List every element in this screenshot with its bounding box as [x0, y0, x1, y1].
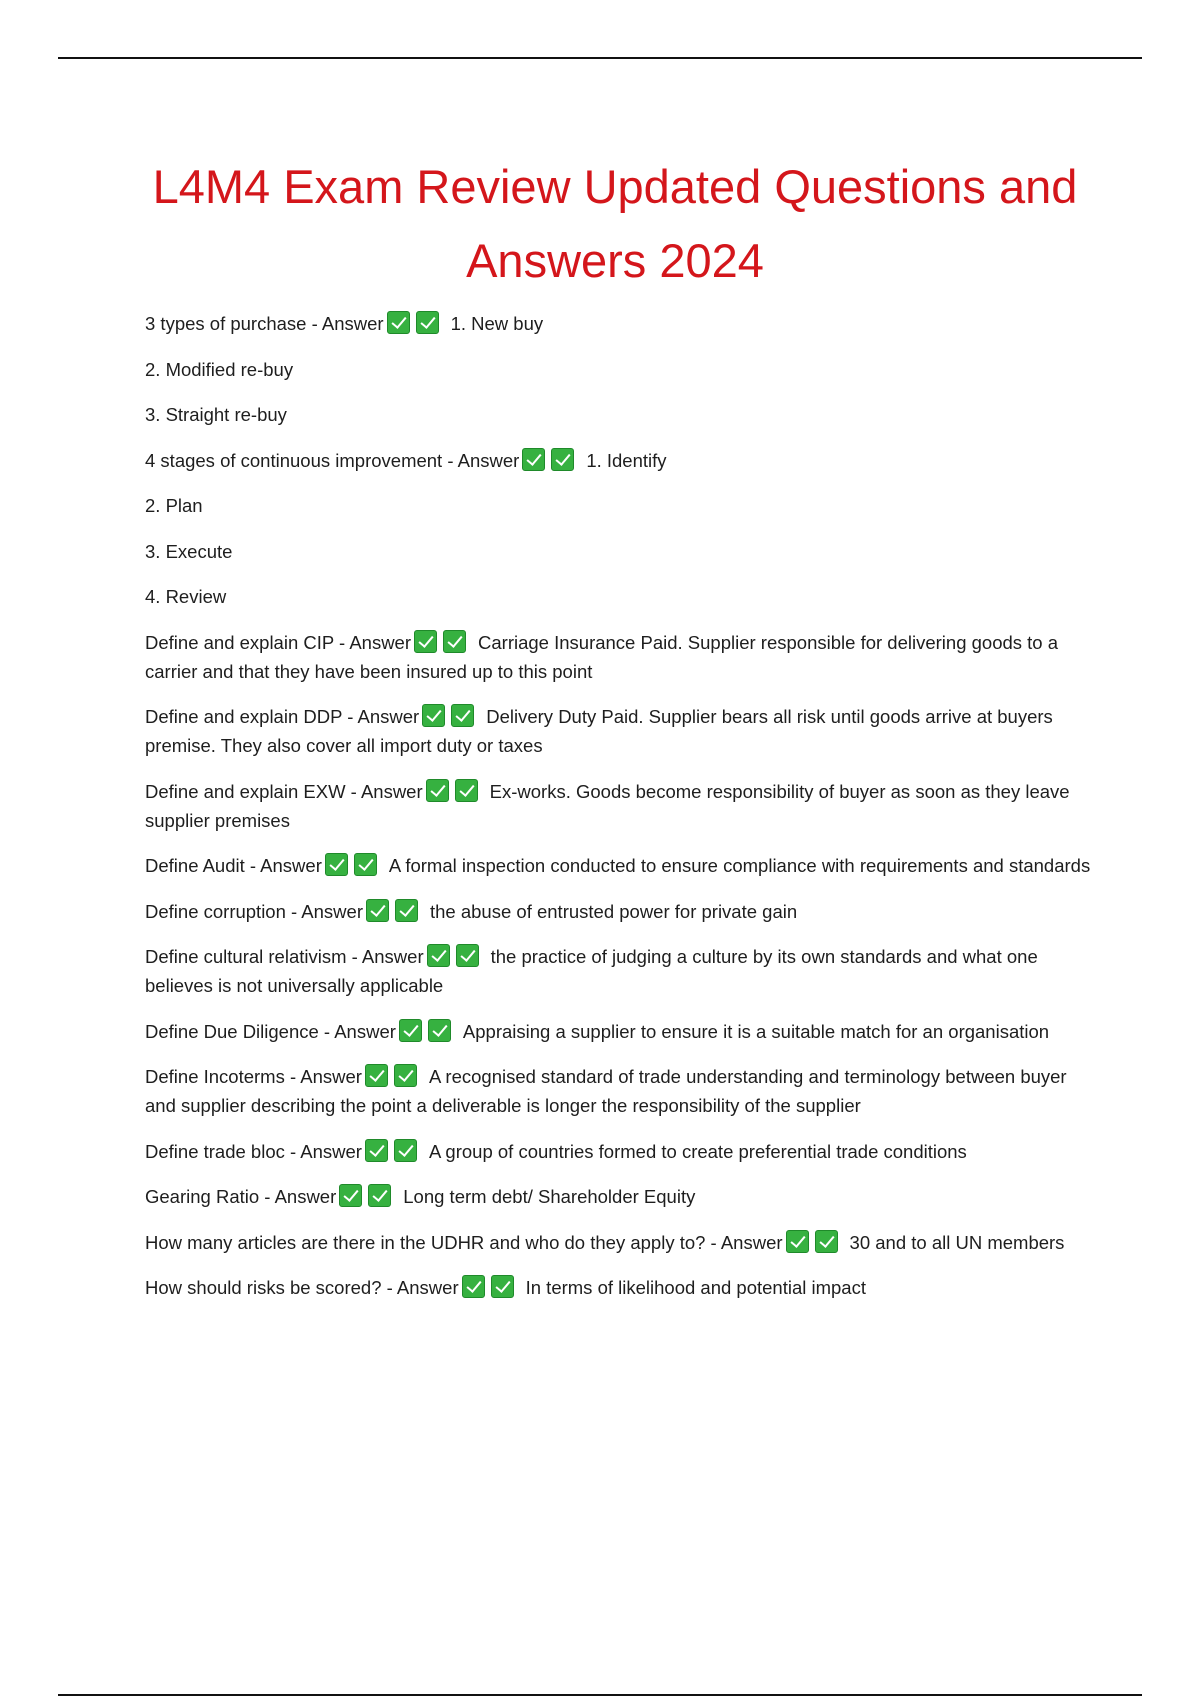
check-icon — [394, 1139, 417, 1162]
check-icon — [395, 899, 418, 922]
qa-item — [145, 309, 1095, 338]
check-icon — [815, 1230, 838, 1253]
qa-item — [145, 851, 1095, 880]
qa-item — [145, 1228, 1095, 1257]
check-icon — [368, 1184, 391, 1207]
qa-item — [145, 628, 1095, 686]
qa-list — [145, 309, 1095, 1319]
check-icon — [491, 1275, 514, 1298]
document-title: L4M4 Exam Review Updated Questions and Answers 2024 — [152, 160, 1078, 287]
answer-text: A group of countries formed to create preferential trade conditions — [428, 1140, 967, 1162]
bottom-rule — [58, 1694, 1142, 1696]
question-text: Define Due Diligence - Answer — [145, 1020, 396, 1042]
qa-item — [145, 1017, 1095, 1046]
check-icon — [786, 1230, 809, 1253]
answer-text: In terms of likelihood and potential impact — [525, 1277, 866, 1298]
qa-item — [145, 1182, 1095, 1211]
qa-item — [145, 446, 1095, 475]
top-rule — [58, 57, 1142, 59]
check-icon — [426, 779, 449, 802]
check-icon — [551, 448, 574, 471]
answer-text: A formal inspection conducted to ensure compliance with requirements and standards — [388, 855, 1091, 876]
check-icon — [414, 630, 437, 653]
answer-text: Delivery Duty Paid. Supplier bears all risk until goods arrive at buyers premise. They also cover all import duty or taxes — [145, 706, 1053, 756]
check-icon — [422, 704, 445, 727]
list-item: 3. Execute — [145, 540, 233, 562]
question-text: Define trade bloc - Answer — [145, 1140, 362, 1162]
check-icon — [366, 899, 389, 922]
answer-text: 1. Identify — [586, 449, 667, 471]
list-item: 4. Review — [145, 586, 227, 607]
list-item: 2. Modified re-buy — [145, 358, 294, 380]
answer-text: Long term debt/ Shareholder Equity — [403, 1186, 696, 1207]
answer-text: Ex-works. Goods become responsibility of buyer as soon as they leave supplier premises — [145, 780, 1070, 831]
qa-item — [145, 942, 1095, 1000]
check-icon — [325, 853, 348, 876]
list-item: 2. Plan — [145, 495, 203, 516]
qa-item — [145, 1137, 1095, 1166]
question-text: Define Audit - Answer — [145, 855, 322, 876]
qa-item — [145, 1062, 1095, 1120]
check-icon — [443, 630, 466, 653]
check-icon — [427, 944, 450, 967]
answer-text: Appraising a supplier to ensure it is a suitable match for an organisation — [462, 1020, 1050, 1042]
answer-text: A recognised standard of trade understanding and terminology between buyer and supplier describing the point a deliverable is longer the responsibility of the supplier — [145, 1066, 1067, 1116]
qa-item — [145, 897, 1095, 926]
question-text: 4 stages of continuous improvement - Answer — [145, 449, 520, 471]
answer-text: 1. New buy — [450, 313, 544, 334]
question-text: Define cultural relativism - Answer — [145, 946, 424, 967]
check-icon — [339, 1184, 362, 1207]
check-icon — [428, 1019, 451, 1042]
check-icon — [522, 448, 545, 471]
qa-item — [145, 702, 1095, 760]
question-text: 3 types of purchase - Answer — [145, 313, 384, 334]
check-icon — [456, 944, 479, 967]
qa-item — [145, 777, 1095, 835]
check-icon — [365, 1064, 388, 1087]
question-text: Define corruption - Answer — [145, 900, 363, 922]
check-icon — [365, 1139, 388, 1162]
check-icon — [399, 1019, 422, 1042]
answer-text: 30 and to all UN members — [849, 1231, 1065, 1253]
question-text: How many articles are there in the UDHR and who do they apply to? - Answer — [145, 1231, 783, 1253]
check-icon — [455, 779, 478, 802]
list-item: 3. Straight re-buy — [145, 404, 287, 425]
question-text: Define and explain DDP - Answer — [145, 706, 420, 727]
question-text: Define and explain CIP - Answer — [145, 631, 412, 653]
check-icon — [416, 311, 439, 334]
check-icon — [387, 311, 410, 334]
answer-text: the practice of judging a culture by its own standards and what one believes is not universally applicable — [145, 946, 1038, 996]
question-text: Define Incoterms - Answer — [145, 1066, 362, 1087]
check-icon — [394, 1064, 417, 1087]
qa-item — [145, 1273, 1095, 1302]
check-icon — [462, 1275, 485, 1298]
check-icon — [451, 704, 474, 727]
answer-text: Carriage Insurance Paid. Supplier responsible for delivering goods to a carrier and that they have been insured up to this point — [145, 631, 1059, 682]
question-text: Define and explain EXW - Answer — [145, 780, 423, 802]
question-text: Gearing Ratio - Answer — [145, 1186, 337, 1207]
question-text: How should risks be scored? - Answer — [145, 1277, 459, 1298]
answer-text: the abuse of entrusted power for private gain — [430, 900, 798, 922]
check-icon — [354, 853, 377, 876]
